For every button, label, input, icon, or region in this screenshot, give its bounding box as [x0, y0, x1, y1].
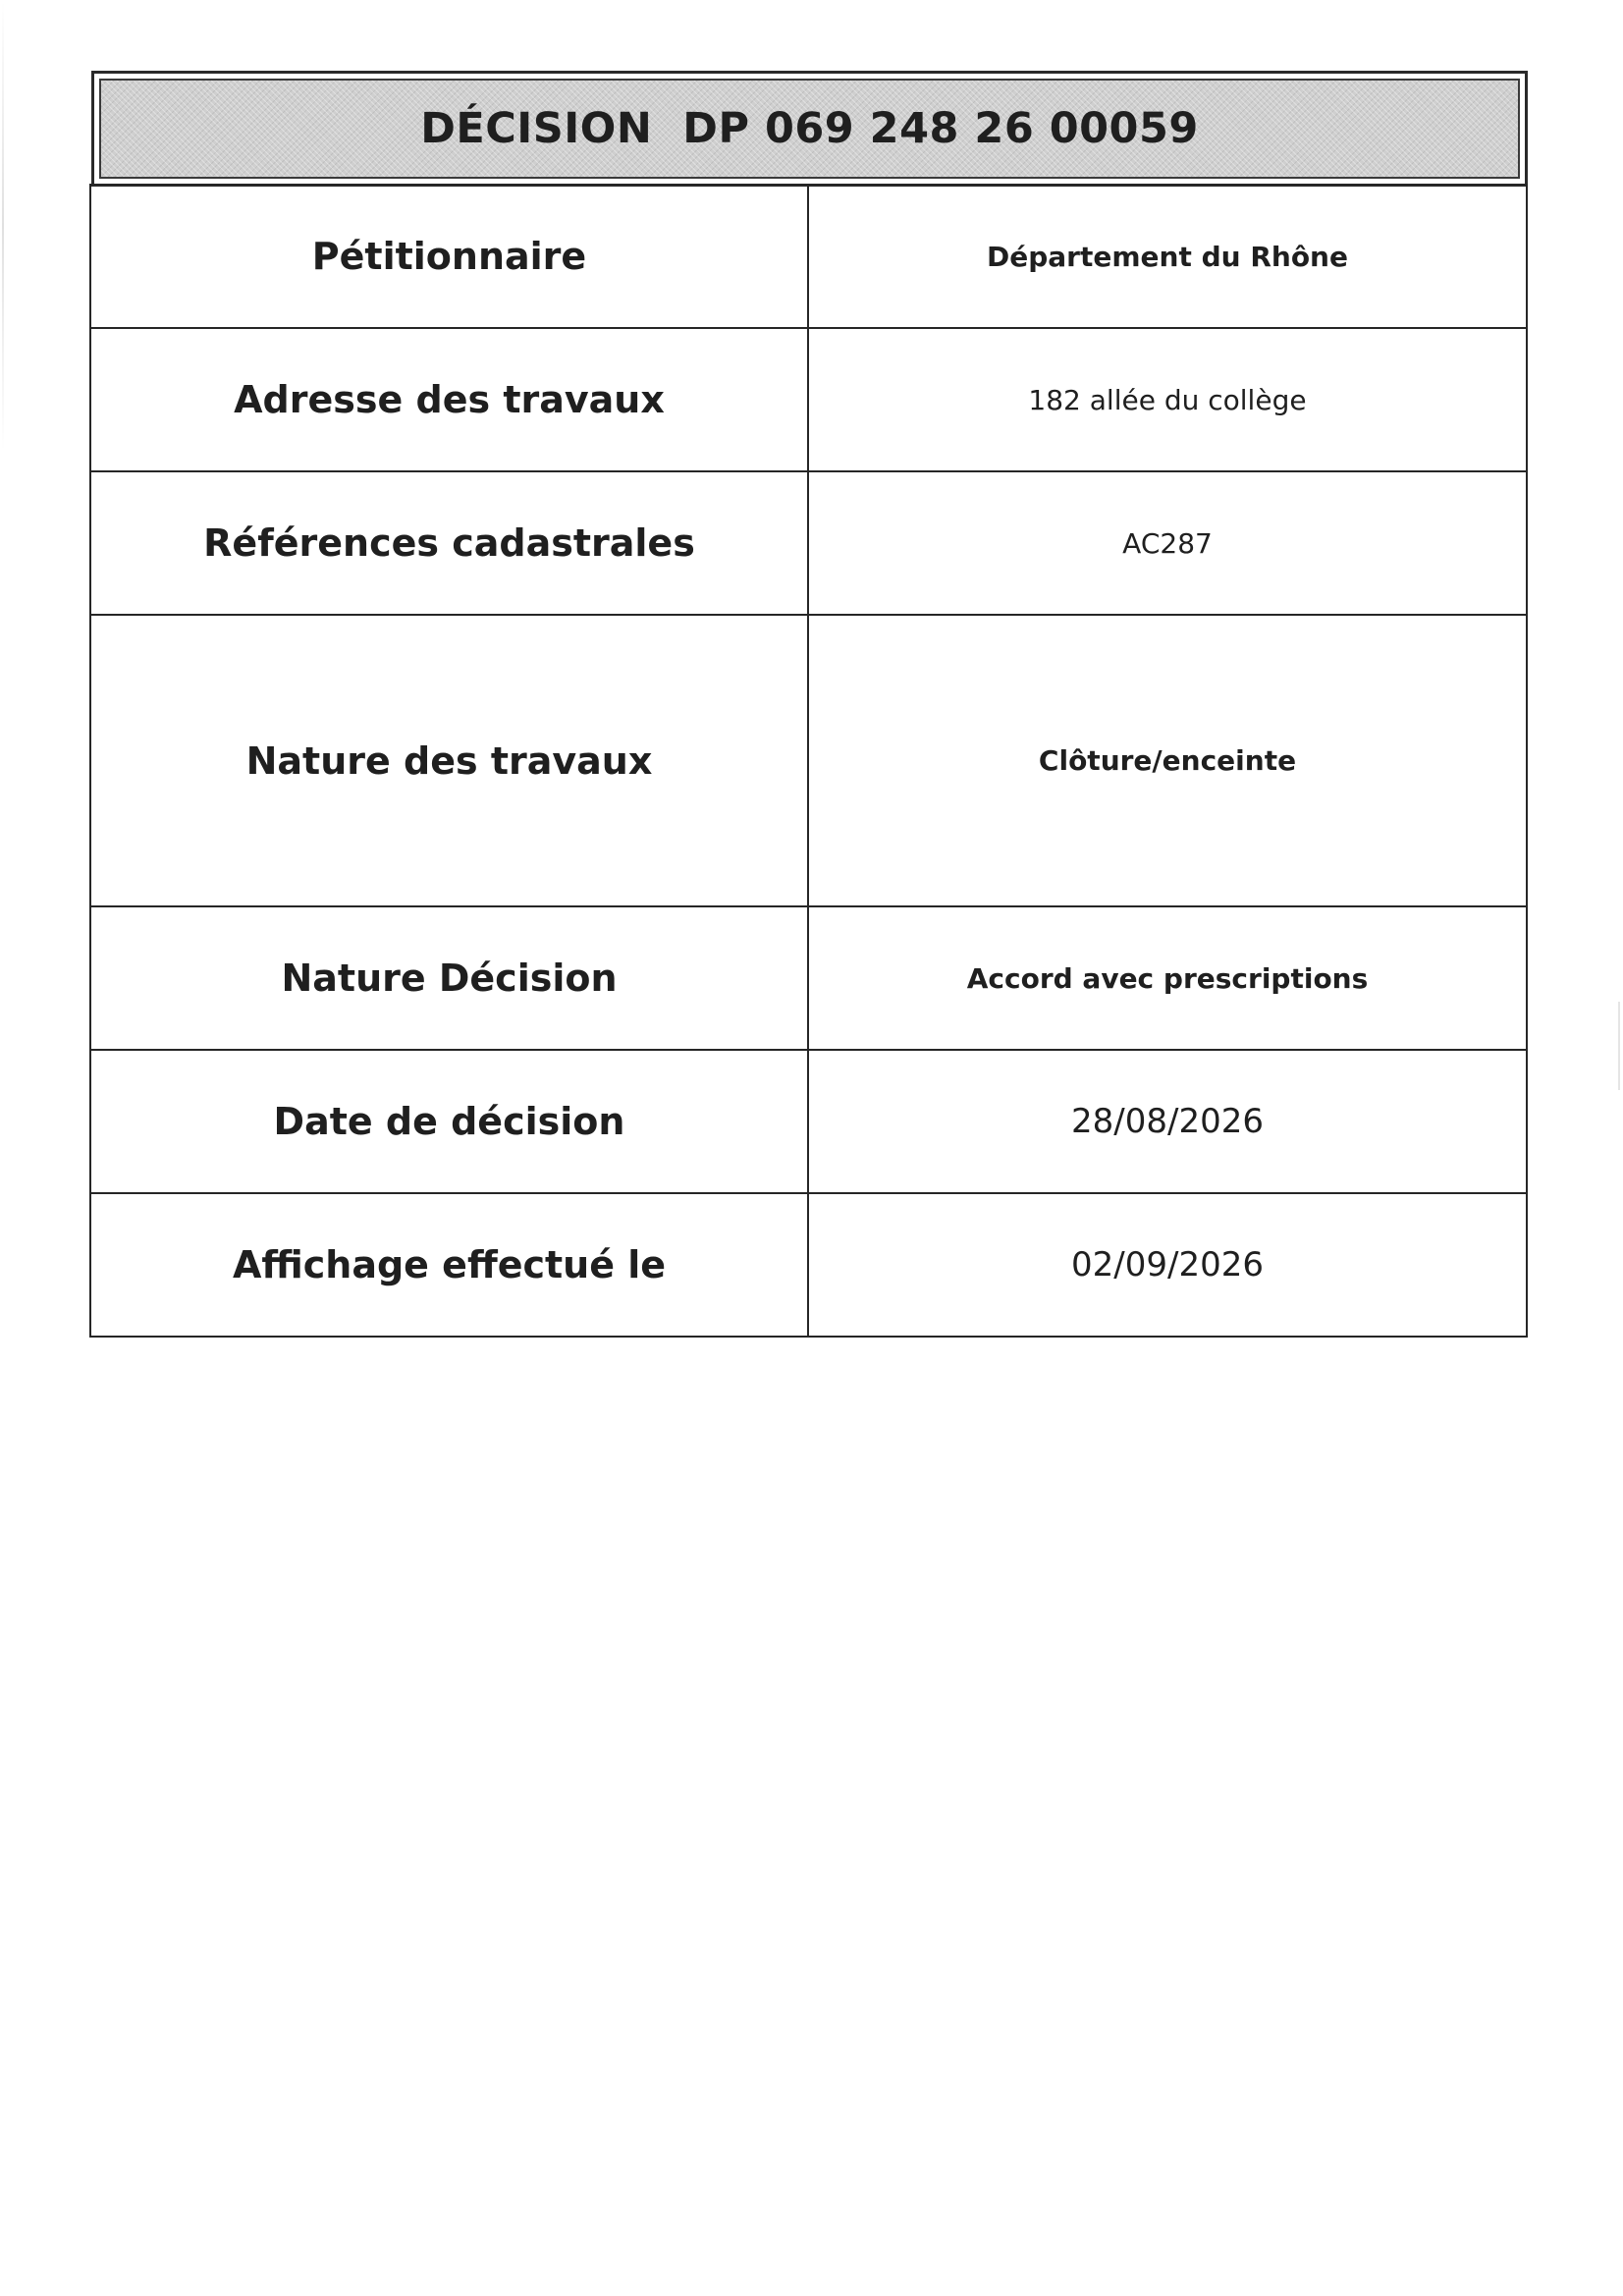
row-label: Pétitionnaire	[90, 185, 808, 328]
row-label: Références cadastrales	[90, 471, 808, 615]
row-value: 02/09/2026	[808, 1193, 1527, 1337]
scan-edge-mark	[1618, 1002, 1620, 1090]
row-value: 28/08/2026	[808, 1050, 1527, 1193]
row-value: 182 allée du collège	[808, 328, 1527, 471]
decision-info-table	[89, 184, 1528, 1338]
decision-title-banner	[99, 79, 1520, 179]
table-row-nature-travaux	[90, 615, 1527, 906]
table-row-nature-decision	[90, 906, 1527, 1050]
row-label: Date de décision	[90, 1050, 808, 1193]
table-row-date-decision	[90, 1050, 1527, 1193]
table-row-affichage	[90, 1193, 1527, 1337]
row-value: Département du Rhône	[808, 185, 1527, 328]
row-label: Affichage effectué le	[90, 1193, 808, 1337]
table-row-references	[90, 471, 1527, 615]
row-value: Accord avec prescriptions	[808, 906, 1527, 1050]
table-row-petitionnaire	[90, 185, 1527, 328]
row-label: Nature Décision	[90, 906, 808, 1050]
row-value: Clôture/enceinte	[808, 615, 1527, 906]
row-label: Adresse des travaux	[90, 328, 808, 471]
scan-edge-mark	[2, 0, 4, 452]
table-row-adresse	[90, 328, 1527, 471]
row-label: Nature des travaux	[90, 615, 808, 906]
decision-title: DÉCISION DP 069 248 26 00059	[420, 104, 1199, 153]
row-value: AC287	[808, 471, 1527, 615]
decision-title-box	[91, 71, 1528, 187]
